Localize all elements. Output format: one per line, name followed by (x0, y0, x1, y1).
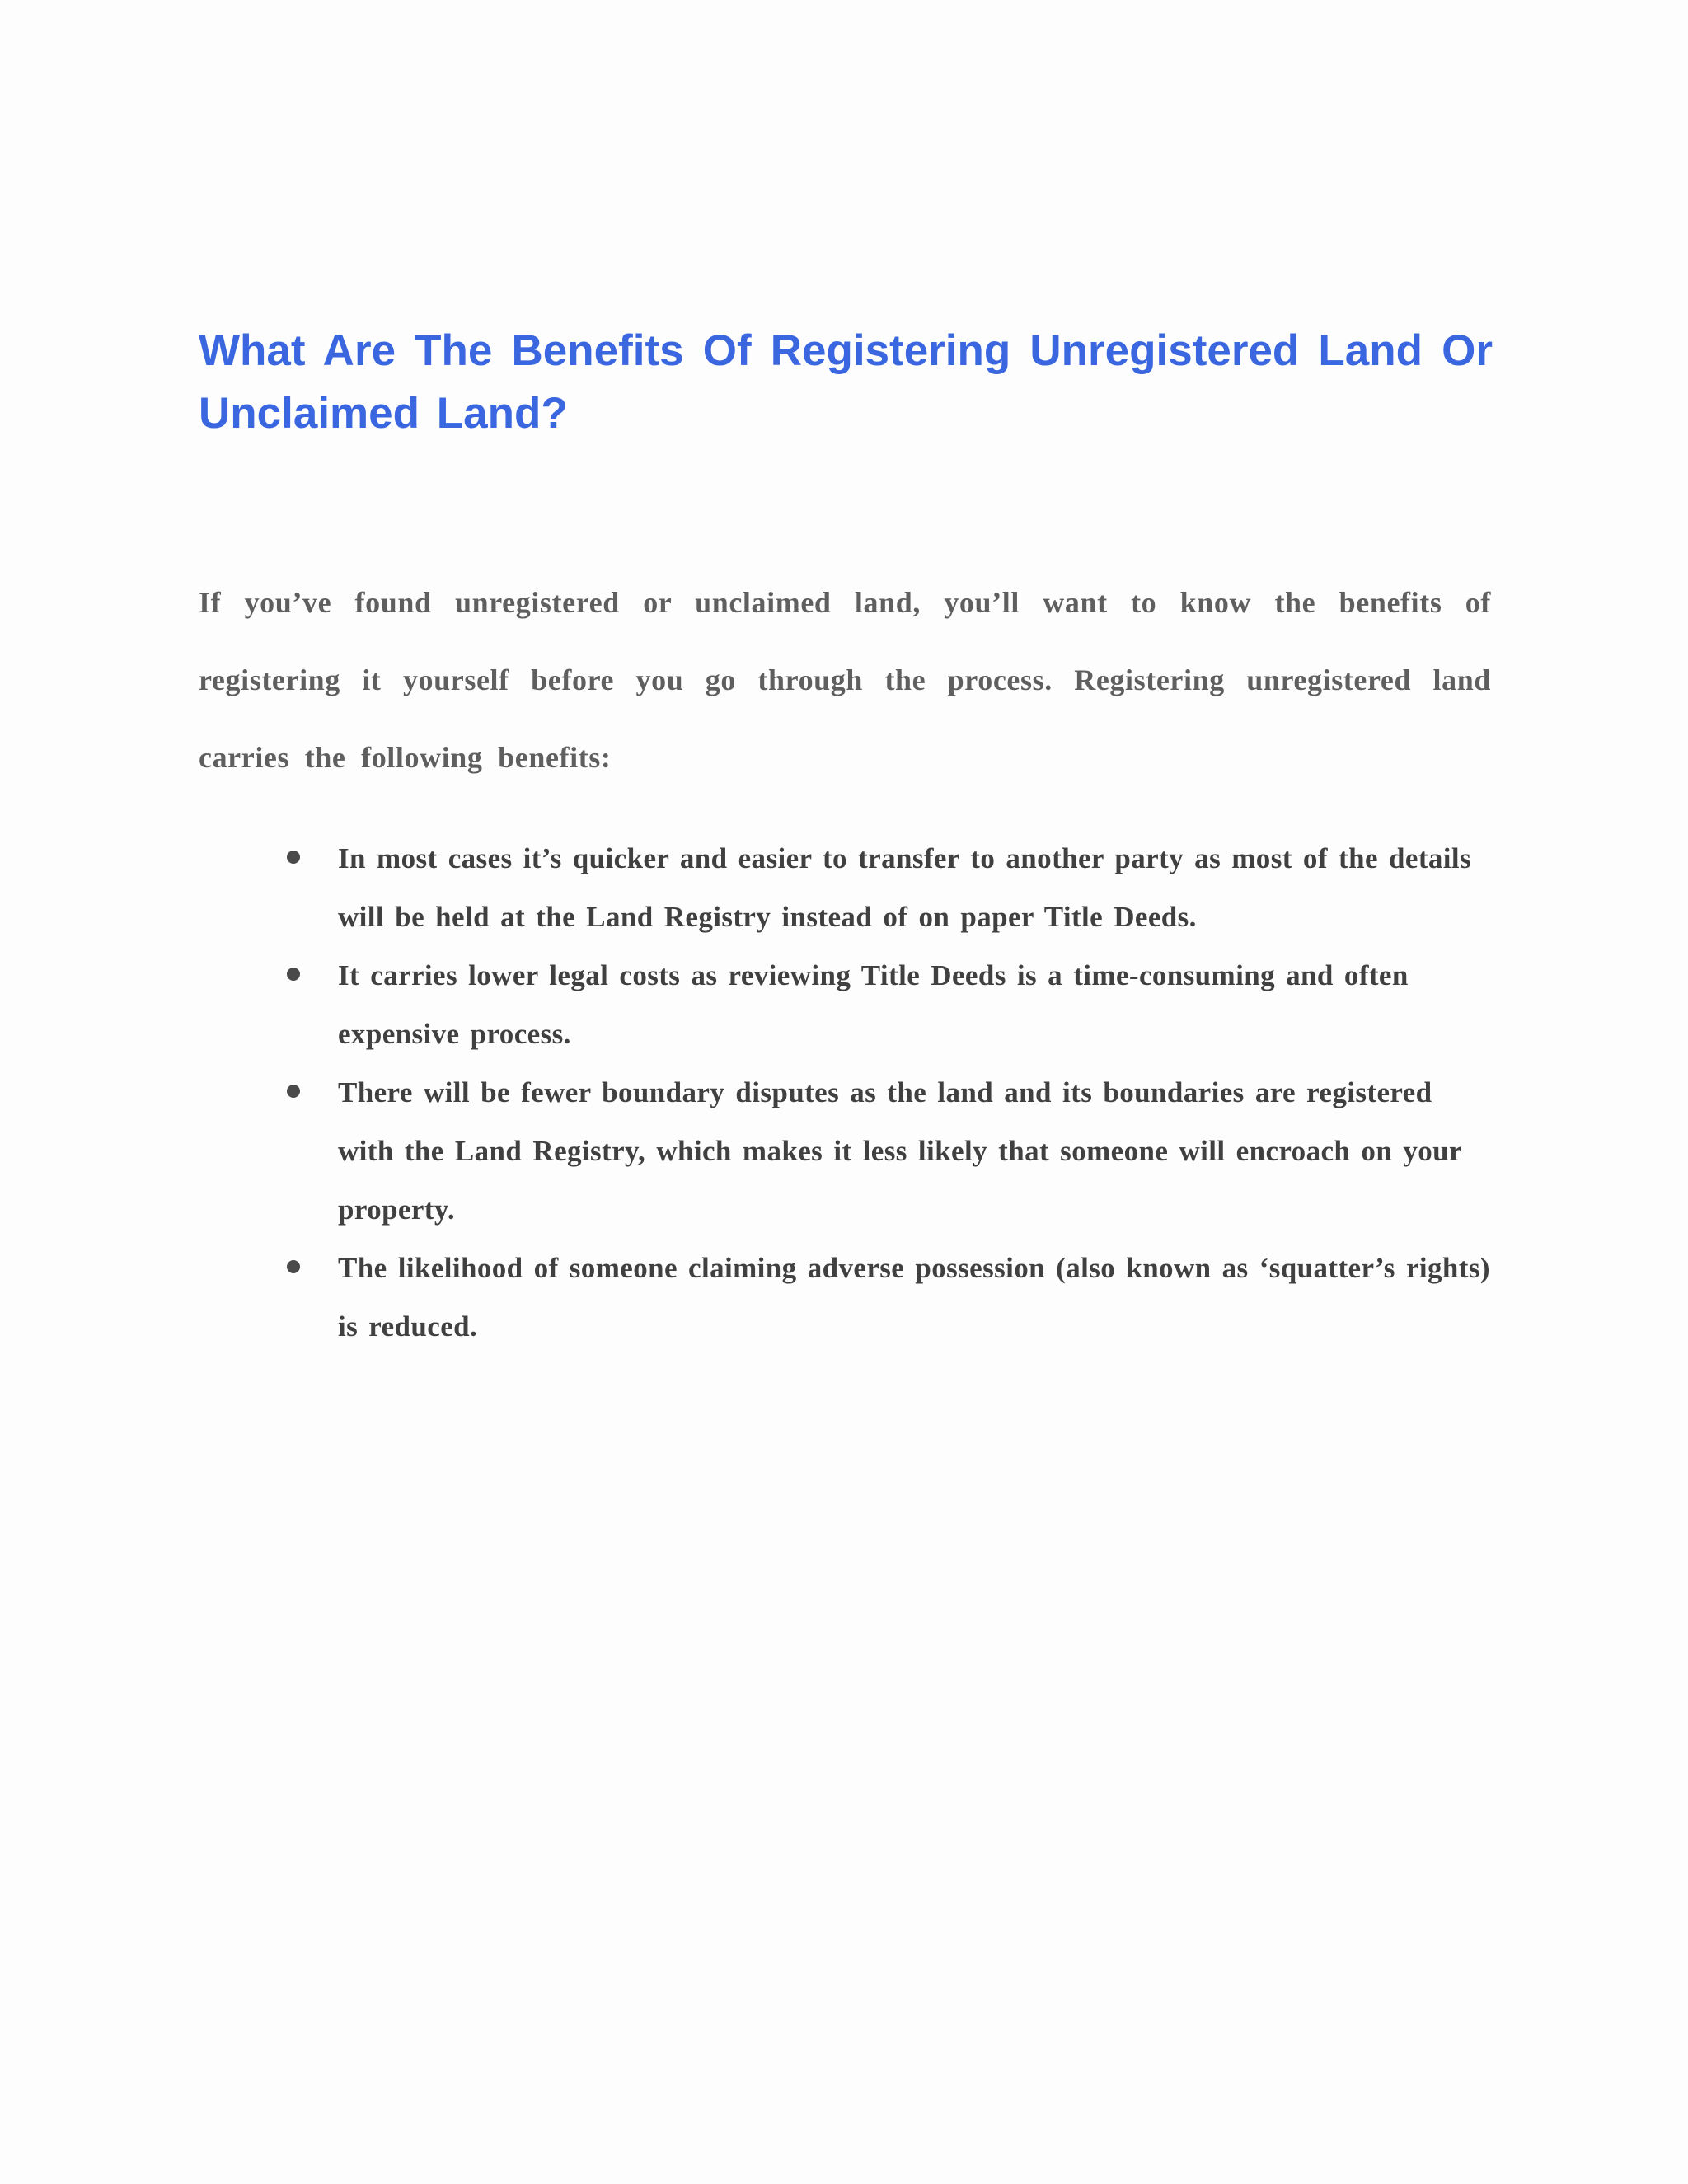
list-item (338, 1063, 1492, 1239)
benefit-text: In most cases it’s quicker and easier to transfer to another party as most of the details will be held at the Land Registry instead of on paper Title Deeds. (338, 842, 1472, 933)
intro-paragraph: If you’ve found unregistered or unclaimed land, you’ll want to know the benefits of registering it yourself before you go through the process. Registering unregistered land carries the following benefits: (199, 586, 1491, 774)
benefits-list (338, 829, 1492, 1356)
bullet-dot-icon (287, 851, 300, 864)
list-item (338, 946, 1492, 1063)
list-item (338, 1239, 1492, 1356)
benefit-text: The likelihood of someone claiming adverse possession (also known as ‘squatter’s rights) is reduced. (338, 1252, 1490, 1343)
bullet-dot-icon (287, 1085, 300, 1098)
benefit-text: There will be fewer boundary disputes as the land and its boundaries are registered with the Land Registry, which makes it less likely that someone will encroach on your property. (338, 1076, 1462, 1226)
list-item (338, 829, 1492, 946)
bullet-dot-icon (287, 968, 300, 981)
page-title: What Are The Benefits Of Registering Unregistered Land Or Unclaimed Land? (199, 326, 1493, 438)
bullet-dot-icon (287, 1260, 300, 1273)
benefit-text: It carries lower legal costs as reviewing Title Deeds is a time-consuming and often expensive process. (338, 959, 1409, 1050)
